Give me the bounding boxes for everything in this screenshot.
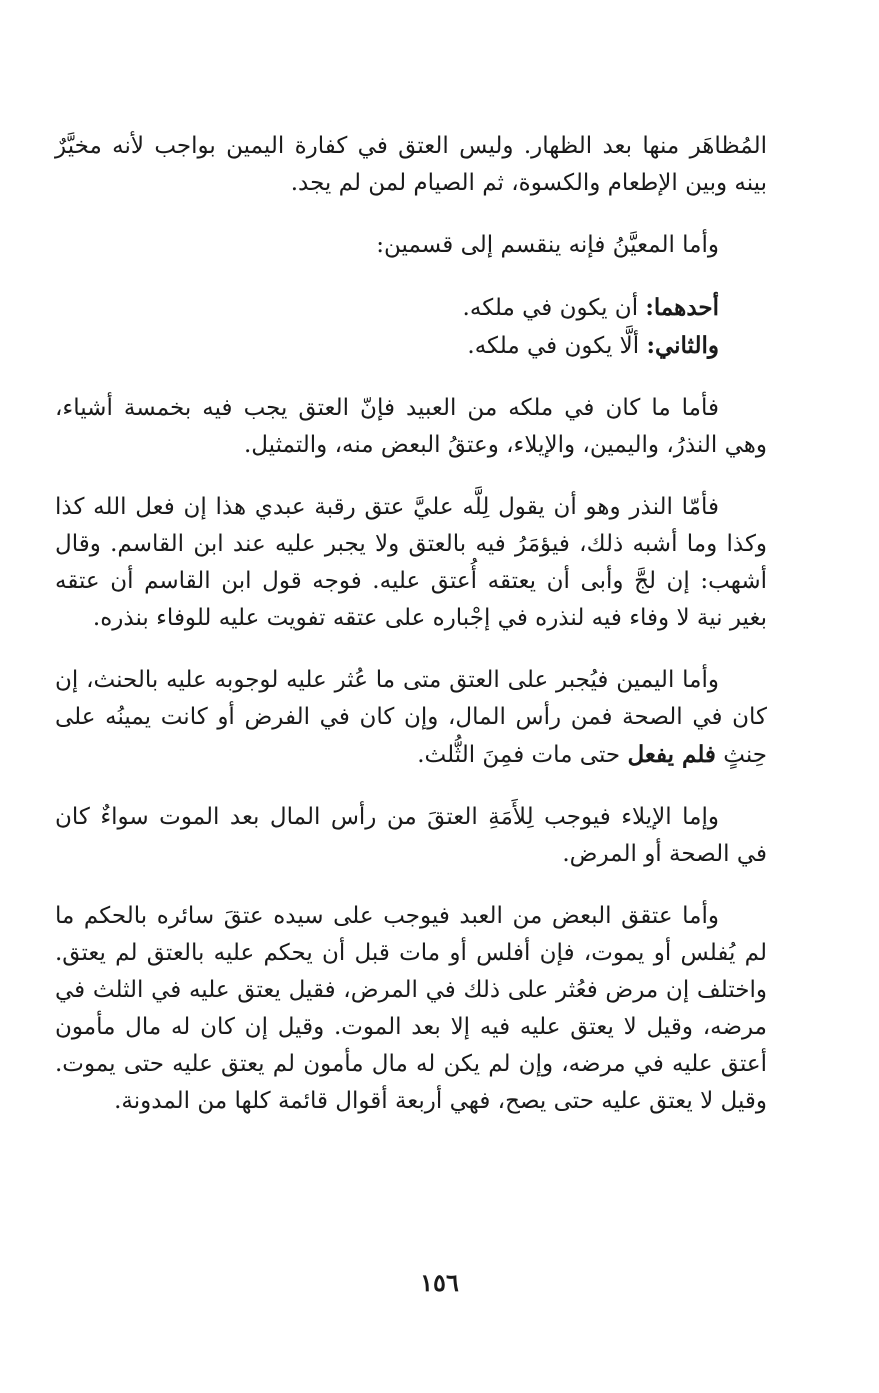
paragraph-5-part-c: حتى مات فمِنَ الثُّلث. (417, 742, 628, 768)
division-list (55, 289, 767, 365)
paragraph-4: فأمّا النذر وهو أن يقول لِلَّه عليَّ عتق رقبة عبدي هذا إن فعل الله كذا وكذا وما أشبه ذلك، فيؤمَرُ فيه بالعتق ولا يجبر عليه عند ابن القاسم. وقال أشهب: إن لجَّ وأبى أن يعتقه أُعتق عليه. فوجه قول ابن القاسم أن عتقه بغير نية لا وفاء فيه لنذره في إجْباره على عتقه تفويت عليه للوفاء بنذره. (55, 494, 767, 631)
paragraph-1: المُظاهَر منها بعد الظهار. وليس العتق في كفارة اليمين بواجب لأنه مخيَّرٌ بينه وبين الإطعام والكسوة، ثم الصيام لمن لم يجد. (55, 133, 767, 196)
division-item-1-label: أحدهما: (645, 294, 719, 321)
division-item-1 (55, 289, 767, 327)
paragraph-3: فأما ما كان في ملكه من العبيد فإنّ العتق يجب فيه بخمسة أشياء، وهي النذرُ، واليمين، والإيلاء، وعتقُ البعض منه، والتمثيل. (55, 395, 767, 458)
division-item-2-text: ألَّا يكون في ملكه. (467, 333, 647, 359)
paragraph-7: وأما عتقق البعض من العبد فيوجب على سيده عتقَ سائره بالحكم ما لم يُفلس أو يموت، فإن أفلس أو مات قبل أن يحكم عليه بالعتق لم يعتق. واختلف إن مرض فعُثر على ذلك في المرض، فقيل يعتق عليه في الثلث في مرضه، وقيل لا يعتق عليه فيه إلا بعد الموت. وقيل إن كان له مال مأمون أعتق عليه في مرضه، وإن لم يكن له مال مأمون لم يعتق عليه حتى يموت. وقيل لا يعتق عليه حتى يصح، فهي أربعة أقوال قائمة كلها من المدونة. (55, 903, 767, 1114)
division-item-1-text: أن يكون في ملكه. (462, 295, 646, 321)
page-number: ١٥٦ (420, 1268, 459, 1297)
division-item-2-label: والثاني: (646, 332, 719, 359)
division-item-2 (55, 327, 767, 365)
paragraph-6: وإما الإيلاء فيوجب لِلأَمَةِ العتقَ من رأس المال بعد الموت سواءٌ كان في الصحة أو المرض. (55, 804, 767, 867)
paragraph-5-bold: فلم يفعل (627, 741, 716, 768)
page-body (55, 128, 767, 1145)
paragraph-5 (55, 662, 767, 774)
paragraph-2: وأما المعيَّنُ فإنه ينقسم إلى قسمين: (376, 232, 719, 258)
paragraph-5-part-a: وأما اليمين فيُجبر على العتق متى ما عُثر عليه لوجوبه عليه بالحنث، إن كان في الصحة فمن رأس المال، وإن كان في الفرض أو كانت يمينُه على حِنثٍ (55, 667, 767, 768)
